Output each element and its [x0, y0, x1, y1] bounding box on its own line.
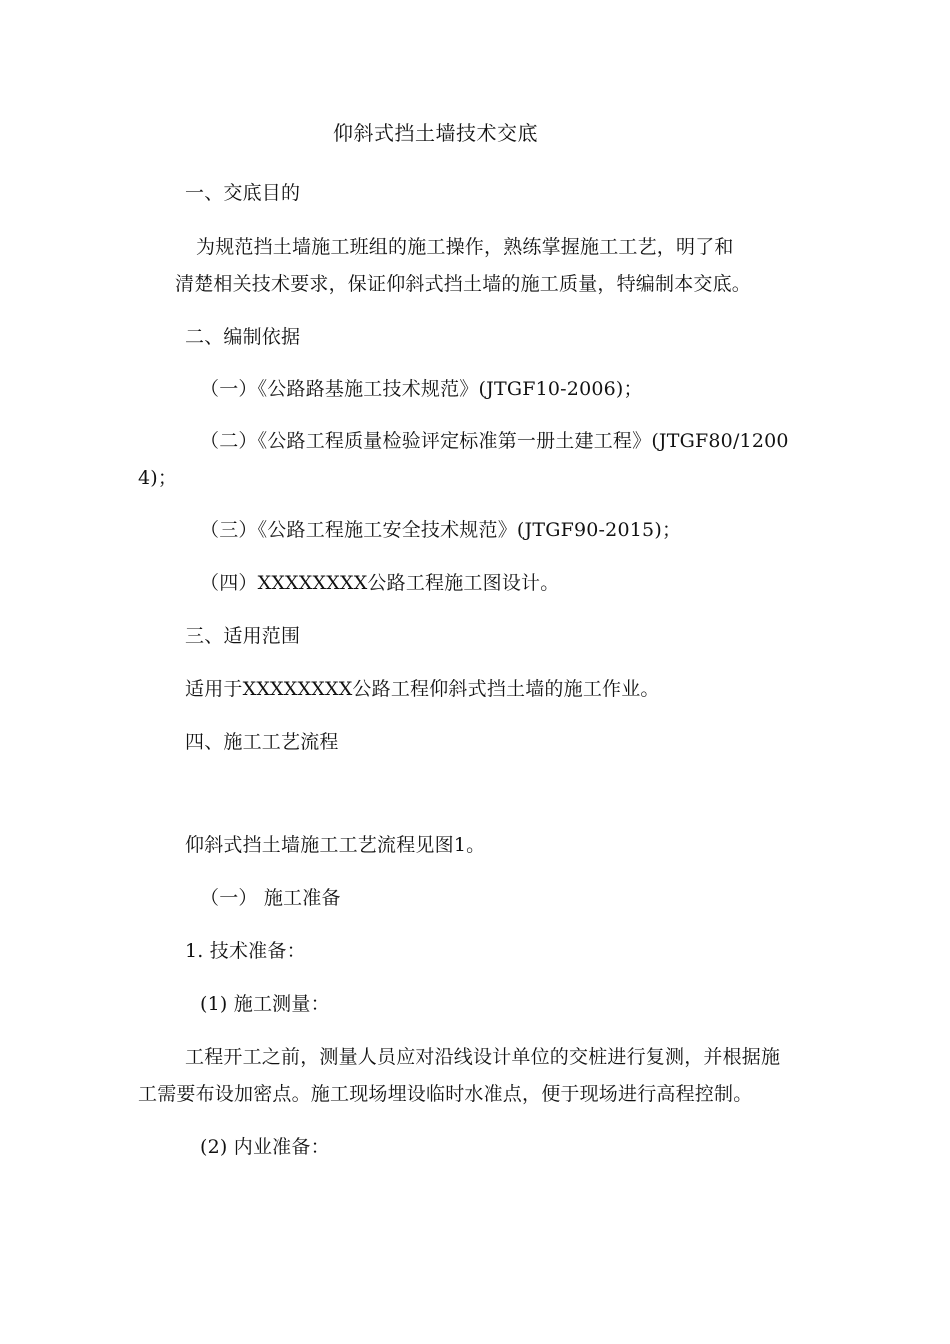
basis-item-number: （一） [200, 378, 258, 400]
scope-text [185, 676, 660, 702]
basis-item-title: 《公路路基施工技术规范》 [257, 378, 479, 400]
basis-item-number: （二） [200, 430, 258, 452]
basis-item-1 [200, 376, 643, 402]
scope-prefix: 适用于 [185, 678, 243, 700]
basis-item-code: (JTGF80/1200 [651, 430, 789, 452]
survey-paragraph-line-2: 工需要布设加密点。施工现场埋设临时水准点，便于现场进行高程控制。 [138, 1083, 753, 1105]
subitem-label: 内业准备： [233, 1136, 330, 1158]
subitem-label: 施工测量： [233, 993, 330, 1015]
subsection-preparation: （一） 施工准备 [200, 887, 341, 909]
section-heading-scope: 三、适用范围 [185, 625, 301, 647]
subitem-office-preparation [200, 1134, 330, 1160]
process-intro [185, 832, 485, 858]
purpose-paragraph-line-1: 为规范挡土墙施工班组的施工操作，熟练掌握施工工艺，明了和 [196, 236, 734, 258]
process-intro-text: 仰斜式挡土墙施工工艺流程见图 [185, 834, 454, 856]
document-title: 仰斜式挡土墙技术交底 [333, 121, 538, 145]
section-heading-basis: 二、编制依据 [185, 326, 301, 348]
basis-item-2-continuation: 4)； [138, 467, 178, 489]
subitem-construction-survey [200, 991, 330, 1017]
basis-item-title: 《公路工程质量检验评定标准第一册土建工程》 [257, 430, 652, 452]
subitem-label: 技术准备： [209, 940, 306, 962]
basis-item-code: (JTGF90-2015)； [516, 519, 682, 541]
basis-item-title: 《公路工程施工安全技术规范》 [257, 519, 517, 541]
subitem-number: (1) [200, 993, 228, 1015]
basis-item-3 [200, 517, 681, 543]
section-heading-process: 四、施工工艺流程 [185, 731, 339, 753]
basis-item-4 [200, 570, 559, 596]
process-intro-figure: 1。 [453, 834, 486, 856]
basis-item-placeholder: XXXXXXXX [257, 572, 368, 594]
basis-item-2 [200, 428, 789, 454]
section-heading-purpose: 一、交底目的 [185, 182, 301, 204]
basis-item-code: (JTGF10-2006)； [478, 378, 643, 400]
basis-item-number: （四） [200, 572, 258, 594]
subitem-technical-preparation [185, 938, 306, 964]
basis-item-number: （三） [200, 519, 258, 541]
purpose-paragraph-line-2: 清楚相关技术要求，保证仰斜式挡土墙的施工质量，特编制本交底。 [175, 273, 752, 295]
subitem-number: 1. [185, 940, 204, 962]
basis-item-title: 公路工程施工图设计。 [367, 572, 560, 594]
subitem-number: (2) [200, 1136, 228, 1158]
scope-placeholder: XXXXXXXX [242, 678, 353, 700]
scope-suffix: 公路工程仰斜式挡土墙的施工作业。 [352, 678, 660, 700]
survey-paragraph-line-1: 工程开工之前，测量人员应对沿线设计单位的交桩进行复测，并根据施 [185, 1046, 781, 1068]
